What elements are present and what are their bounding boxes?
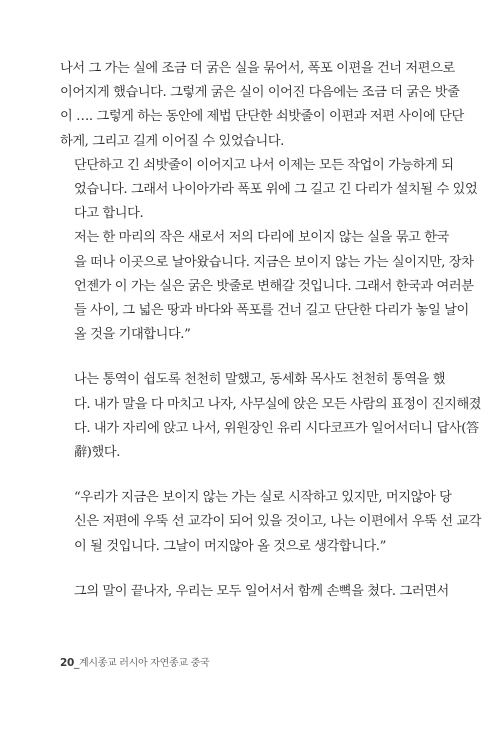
text-line: 다고 합니다. bbox=[74, 206, 144, 222]
text-line: 나서 그 가는 실에 조금 더 굵은 실을 묶어서, 폭포 이편을 건너 저편으로 bbox=[60, 61, 455, 76]
paragraph-gap bbox=[60, 465, 440, 486]
text-line: 신은 저편에 우뚝 선 교각이 되어 있을 것이고, 나는 이편에서 우뚝 선 교각 bbox=[74, 514, 482, 530]
text-line: 었습니다. 그래서 나이아가라 폭포 위에 그 길고 긴 다리가 설치될 수 있었 bbox=[74, 182, 478, 198]
text-line: 이어지게 했습니다. 그렇게 굵은 실이 이어진 다음에는 조금 더 굵은 밧줄 bbox=[60, 85, 460, 101]
text-line: 다. 내가 자리에 앉고 나서, 위원장인 유리 시다코프가 일어서더니 답사(答 bbox=[74, 420, 479, 436]
text-line: 이 …. 그렇게 하는 동안에 제법 단단한 쇠밧줄이 이편과 저편 사이에 단단 bbox=[60, 109, 464, 125]
text-line: 저는 한 마리의 작은 새로서 저의 다리에 보이지 않는 실을 묶고 한국 bbox=[74, 230, 449, 246]
text-line: 언젠가 이 가는 실은 굵은 밧줄로 변해갈 것입니다. 그래서 한국과 여러분 bbox=[74, 278, 474, 294]
book-title: 계시종교 러시아 자연종교 중국 bbox=[78, 658, 210, 669]
text-line: “우리가 지금은 보이지 않는 가는 실로 시작하고 있지만, 머지않아 당 bbox=[74, 490, 452, 506]
text-line: 올 것을 기대합니다.” bbox=[74, 327, 191, 343]
text-line: 을 떠나 이곳으로 날아왔습니다. 지금은 보이지 않는 가는 실이지만, 장차 bbox=[74, 254, 474, 270]
text-line: 들 사이, 그 넓은 땅과 바다와 폭포를 건너 길고 단단한 다리가 놓일 날이 bbox=[74, 303, 469, 319]
paragraph bbox=[60, 57, 464, 154]
text-line: 그의 말이 끝나자, 우리는 모두 일어서서 함께 손뼉을 쳤다. 그러면서 bbox=[74, 583, 449, 599]
page-number: 20 bbox=[60, 657, 75, 669]
paragraph-gap bbox=[60, 347, 440, 368]
body-text bbox=[60, 57, 482, 604]
paragraph bbox=[60, 368, 482, 465]
text-line: 하게, 그리고 길게 이어질 수 있었습니다. bbox=[60, 133, 284, 149]
footer-separator: _ bbox=[74, 657, 79, 669]
page-footer bbox=[60, 654, 209, 669]
text-line: 辭)했다. bbox=[74, 445, 121, 461]
text-line: 단단하고 긴 쇠밧줄이 이어지고 나서 이제는 모든 작업이 가능하게 되 bbox=[74, 157, 454, 173]
paragraph bbox=[60, 486, 482, 559]
paragraph-gap bbox=[60, 559, 440, 580]
text-line: 나는 통역이 쉽도록 천천히 말했고, 동세화 목사도 천천히 통역을 했 bbox=[74, 372, 446, 388]
paragraph bbox=[60, 154, 478, 227]
paragraph bbox=[60, 226, 474, 347]
text-line: 이 될 것입니다. 그날이 머지않아 올 것으로 생각합니다.” bbox=[74, 538, 386, 554]
text-line: 다. 내가 말을 다 마치고 나자, 사무실에 앉은 모든 사람의 표정이 진지해졌 bbox=[74, 396, 482, 412]
paragraph bbox=[60, 580, 449, 604]
